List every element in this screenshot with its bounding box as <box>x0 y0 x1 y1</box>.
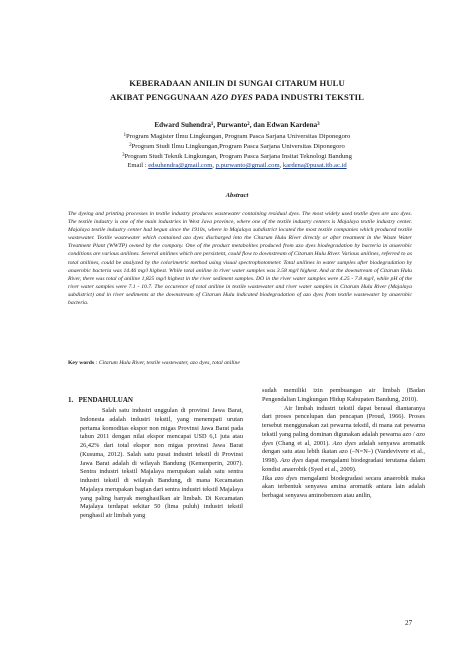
author-list <box>0 121 474 129</box>
email-label: Email : <box>127 162 149 169</box>
author-1-sup: 1 <box>210 122 214 127</box>
title-line-2 <box>0 92 474 102</box>
email-link-3[interactable]: kardena@pusat.itb.ac.id <box>282 162 347 169</box>
section-heading <box>68 396 133 404</box>
page-number: 27 <box>405 619 413 627</box>
right-p1-italic-1: azo dyes <box>262 430 425 447</box>
title-line-2-italic: AZO DYES <box>210 92 253 102</box>
abstract-heading: Abstract <box>225 192 249 199</box>
right-p1-italic-3: Azo dyes <box>280 457 304 464</box>
email-link-2[interactable]: p.purwanto@gmail.com <box>215 162 280 169</box>
right-p1-italic-2: Azo dyes <box>332 439 357 447</box>
affiliation-1-text: Program Magister Ilmu Lingkungan, Program Pasca Sarjana Universitas Diponegoro <box>126 133 351 140</box>
author-2-sup: 2 <box>247 122 250 127</box>
keywords-text: : Citarum Hulu River, textile wastewater, azo dyes, total aniline <box>94 360 240 366</box>
affiliation-1-sup: 1 <box>123 133 127 138</box>
right-paragraph-1 <box>262 405 425 475</box>
right-p1-b: (Chang et al, 2001). <box>273 439 333 447</box>
section-number: 1. <box>68 396 74 404</box>
author-3-sup: 3 <box>317 122 320 127</box>
email-line <box>0 162 474 169</box>
affiliation-1 <box>0 133 474 140</box>
section-title: PENDAHULUAN <box>78 396 133 404</box>
affiliation-3 <box>0 153 474 160</box>
body-column-left <box>80 407 243 521</box>
keywords <box>68 360 412 366</box>
right-paragraph-0: sudah memiliki izin pembuangan air limbah (Badan Pengendalian Lingkungan Hidup Kabupaten Bandung, 2010). <box>262 387 425 403</box>
right-p2-italic: azo dyes <box>274 474 298 482</box>
affiliation-2-sup: 2 <box>129 143 132 148</box>
affiliation-3-sup: 3 <box>122 153 125 158</box>
author-2: , Purwanto <box>213 121 248 129</box>
right-paragraph-2 <box>262 475 425 501</box>
title-line-1: KEBERADAAN ANILIN DI SUNGAI CITARUM HULU <box>129 78 345 88</box>
right-p1-a: Air limbah industri tekstil dapat berasal diantaranya dari proses pencelupan dan pencapan (Proud, 1966). Proses tersebut menggunakan zat pewarna tekstil, di mana zat pewarna tekstil yang paling dominan digunakan adalah pewarna azo / <box>262 404 425 438</box>
email-link-1[interactable]: edsuhendra@gmail.com <box>148 162 213 169</box>
right-p2-b: mengalami biodegradasi secara anaerobik maka akan terbentuk senyawa amina aromatik antara lain adalah berbagai senyawa aminobenzen atau anilin, <box>262 474 425 499</box>
keywords-label: Key words <box>68 360 95 366</box>
author-1: Edward Suhendra <box>154 121 211 129</box>
right-p1-c: adalah senyawa aromatik dengan satu atau lebih ikatan azo (–N=N–) (Vandevivere et al., 1998). <box>262 439 425 464</box>
email-sep-2: , <box>279 162 283 169</box>
author-3: , dan Edwan Kardena <box>249 121 318 129</box>
left-paragraph-1: Salah satu industri unggulan di provinsi Jawa Barat, Indonesia adalah industri tekstil, yang menempati urutan pertama komoditas ekspor non migas Provinsi Jawa Barat pada tahun 2011 dengan nilai ekspor mencapai USD 6,1 juta atau 26,42% dari total ekspor non migas provinsi Jawa Barat (Kusuma, 2012). Salah satu pusat industri tekstil di Provinsi Jawa Barat adalah di wilayah Bandung (Kemenperin, 2007). Sentra industri tekstil Majalaya merupakan salah satu sentra industri tekstil di wilayah Bandung, di mana Kecamatan Majalaya merupakan bagian dari sentra industri tekstil Majalaya yang paling banyak menghasilkan air limbah. Di Kecamatan Majalaya terdapat sekitar 50 (lima puluh) industri tekstil penghasil air limbah yang <box>80 407 243 519</box>
right-p1-d: dapat mengalami biodegradasi terutama dalam kondisi anaerobik (Syed et al., 2009). <box>262 457 425 473</box>
title-line-2-post: PADA INDUSTRI TEKSTIL <box>252 92 364 102</box>
title-line-2-pre: AKIBAT PENGGUNAAN <box>110 92 211 102</box>
affiliation-2 <box>0 143 474 150</box>
affiliation-2-text: Program Studi Ilmu Lingkungan,Program Pasca Sarjana Universitas Diponegoro <box>131 143 345 150</box>
right-p2-a: Jika <box>262 474 275 482</box>
affiliation-3-text: Program Studi Teknik Lingkungan, Program Pasca Sarjana Insitat Teknologi Bandung <box>124 153 352 160</box>
body-column-right <box>262 387 425 501</box>
email-sep-1: , <box>212 162 216 169</box>
abstract-body: The dyeing and printing processes in textile industry produces wastewater containing residual dyes. The most widely used textile dyes are azo dyes. The textile industry is one of the main industries in West Java province, where one of the textile industry centers is Majalaya textile industry center. Majalaya textile industry center had begun since the 1910s, where in Majalaya subdistrict located the most textile companies which produced textile wastewater. Textile wastewater which contained azo dyes discharged into the Citarum Hulu River directly or after treatment in the Waste Water Treatment Plant (WWTP) owned by the company. One of the product metabolites produced from azo dyes biodegradation by bacteria in anaerobic conditions are various anilines. Several anilines which are persistent, could flow to downstream of Citarum Hulu River. Various anilines, referred to as total anilines, could be analyzed by the colorimetric method using visual spectrophotometer. Total anilines in water samples after biodegradation by anaerobic bacteria was 14.46 mg/l highest. While total aniline in river water samples was 3.58 mg/l highest. And at the downstream of Citarum Hulu River, there was total of aniline 1,825 mg/l highest in the river sediment samples. DO in the river water samples were 4.25 - 7.8 mg/l, while pH of the river water samples were 7.1 - 10.7. The occurence of total aniline in textile wastewater and river water samples in Citarum Hulu River (Majalaya subdistrict) and in river sediments at the downstream of Citarum Hulu indicated biodegradation of azo dyes from textile wastewater by anaerobic bacteria. <box>68 211 412 307</box>
